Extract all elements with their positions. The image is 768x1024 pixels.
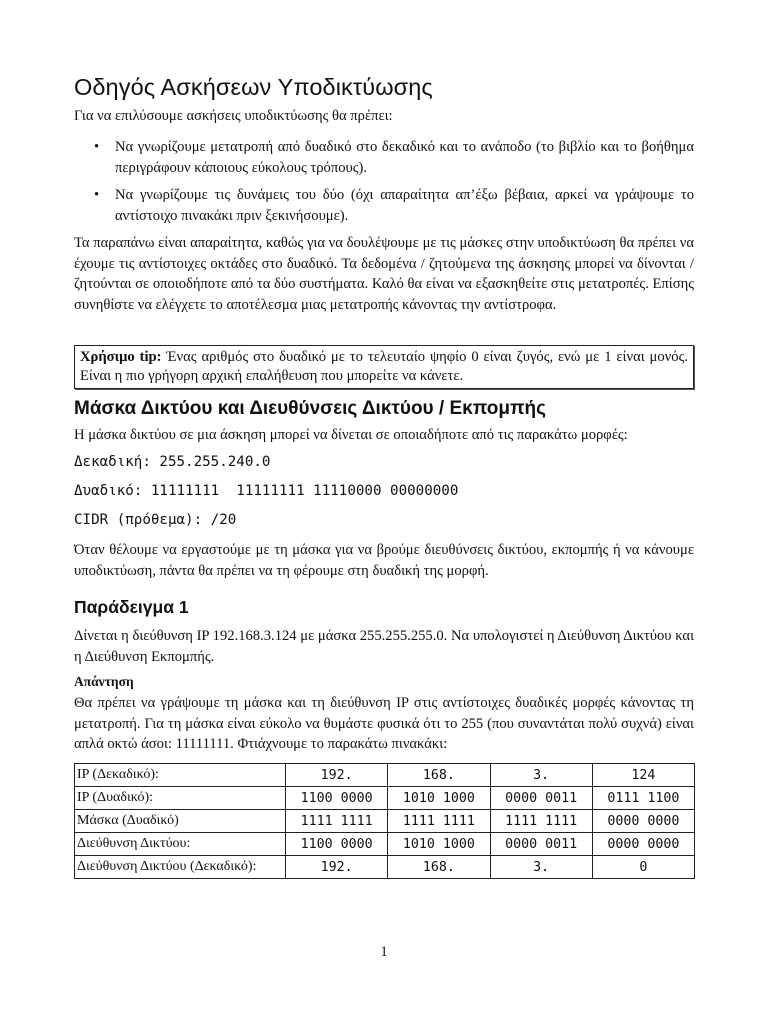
table-cell: 1100 0000 (286, 787, 388, 810)
row-label: Διεύθυνση Δικτύου: (75, 833, 286, 856)
bullet-item: • Να γνωρίζουμε μετατροπή από δυαδικό στο δεκαδικό και το ανάποδο (το βιβλίο και το βοήθημα περιγράφουν κάποιους εύκολους τρόπους). (94, 139, 694, 176)
example-question: Δίνεται η διεύθυνση IP 192.168.3.124 με μάσκα 255.255.255.0. Να υπολογιστεί η Διεύθυνση Δικτύου και η Διεύθυνση Εκπομπής. (74, 628, 694, 665)
tip-text: Ένας αριθμός στο δυαδικό με το τελευταίο ψηφίο 0 είναι ζυγός, ενώ με 1 είναι μονός. Είναι η πιο γρήγορη αρχική επαλήθευση που μπορείτε να κάνετε. (80, 349, 689, 384)
table-row (75, 810, 695, 833)
paragraph: Όταν θέλουμε να εργαστούμε με τη μάσκα για να βρούμε διευθύνσεις δικτύου, εκπομπής ή να κάνουμε υποδικτύωση, πάντα θα πρέπει να τη φέρουμε στη δυαδική της μορφή. (74, 542, 694, 579)
bullet-icon: • (94, 139, 100, 155)
table-cell: 1010 1000 (388, 833, 490, 856)
table-cell: 1111 1111 (388, 810, 490, 833)
table-row (75, 764, 695, 787)
intro-text: Για να επιλύσουμε ασκήσεις υποδικτύωσης θα πρέπει: (74, 108, 393, 124)
tip-label: Χρήσιμο tip: (80, 349, 162, 365)
table-cell: 0000 0000 (592, 810, 694, 833)
row-label: IP (Δεκαδικό): (75, 764, 286, 787)
page-number: 1 (380, 944, 388, 960)
table-cell: 1010 1000 (388, 787, 490, 810)
tip-box (74, 345, 694, 389)
table-cell: 192. (286, 856, 388, 879)
table-cell: 168. (388, 764, 490, 787)
example-heading: Παράδειγμα 1 (74, 597, 189, 617)
row-label: Μάσκα (Δυαδικό) (75, 810, 286, 833)
mask-cidr: CIDR (πρόθεμα): /20 (74, 512, 237, 528)
table-cell: 3. (490, 856, 592, 879)
mask-binary: Δυαδικό: 11111111 11111111 11110000 00000000 (74, 483, 459, 499)
answer-label: Απάντηση (74, 674, 134, 689)
table-row (75, 787, 695, 810)
table-cell: 0000 0011 (490, 787, 592, 810)
bullet-icon: • (94, 187, 100, 203)
bullet-item: • Να γνωρίζουμε τις δυνάμεις του δύο (όχι απαραίτητα απ’έξω βέβαια, αρκεί να γράψουμε το αντίστοιχο πινακάκι πριν ξεκινήσουμε). (94, 187, 694, 224)
table-cell: 1100 0000 (286, 833, 388, 856)
row-label: Διεύθυνση Δικτύου (Δεκαδικό): (75, 856, 286, 879)
table-cell: 0111 1100 (592, 787, 694, 810)
page-title: Οδηγός Ασκήσεων Υποδικτύωσης (74, 74, 433, 100)
answer-text: Θα πρέπει να γράψουμε τη μάσκα και τη διεύθυνση IP στις αντίστοιχες δυαδικές μορφές κάνοντας τη μετατροπή. Για τη μάσκα είναι εύκολο να θυμάστε φυσικά ότι το 255 (που συναντάται πολύ συχνά) είναι απλά οκτώ άσοι: 11111111. Φτιάχνουμε το παρακάτω πινακάκι: (74, 695, 694, 753)
table-cell: 0 (592, 856, 694, 879)
row-label: IP (Δυαδικό): (75, 787, 286, 810)
table-cell: 0000 0000 (592, 833, 694, 856)
paragraph: Η μάσκα δικτύου σε μια άσκηση μπορεί να δίνεται σε οποιαδήποτε από τις παρακάτω μορφές: (74, 427, 628, 443)
paragraph: Τα παραπάνω είναι απαραίτητα, καθώς για να δουλέψουμε με τις μάσκες στην υποδικτύωση θα πρέπει να έχουμε τις αντίστοιχες οκτάδες στο δυαδικό. Τα δεδομένα / ζητούμενα της άσκησης μπορεί να δίνονται / ζητούνται σε οποιοδήποτε από τα δύο συστήματα. Καλό θα είναι να εξασκηθείτε στις μετατροπές. Επίσης συνηθίστε να ελέγχετε το αποτέλεσμα μιας μετατροπής κάνοντας την αντίστροφα. (74, 235, 694, 313)
conversion-table (74, 763, 695, 879)
section-heading: Μάσκα Δικτύου και Διευθύνσεις Δικτύου / Εκπομπής (74, 398, 547, 419)
table-row (75, 856, 695, 879)
table-cell: 1111 1111 (286, 810, 388, 833)
table-cell: 3. (490, 764, 592, 787)
table-cell: 124 (592, 764, 694, 787)
table-row (75, 833, 695, 856)
table-cell: 1111 1111 (490, 810, 592, 833)
table-cell: 192. (286, 764, 388, 787)
table-cell: 168. (388, 856, 490, 879)
mask-decimal: Δεκαδική: 255.255.240.0 (74, 454, 271, 470)
table-cell: 0000 0011 (490, 833, 592, 856)
